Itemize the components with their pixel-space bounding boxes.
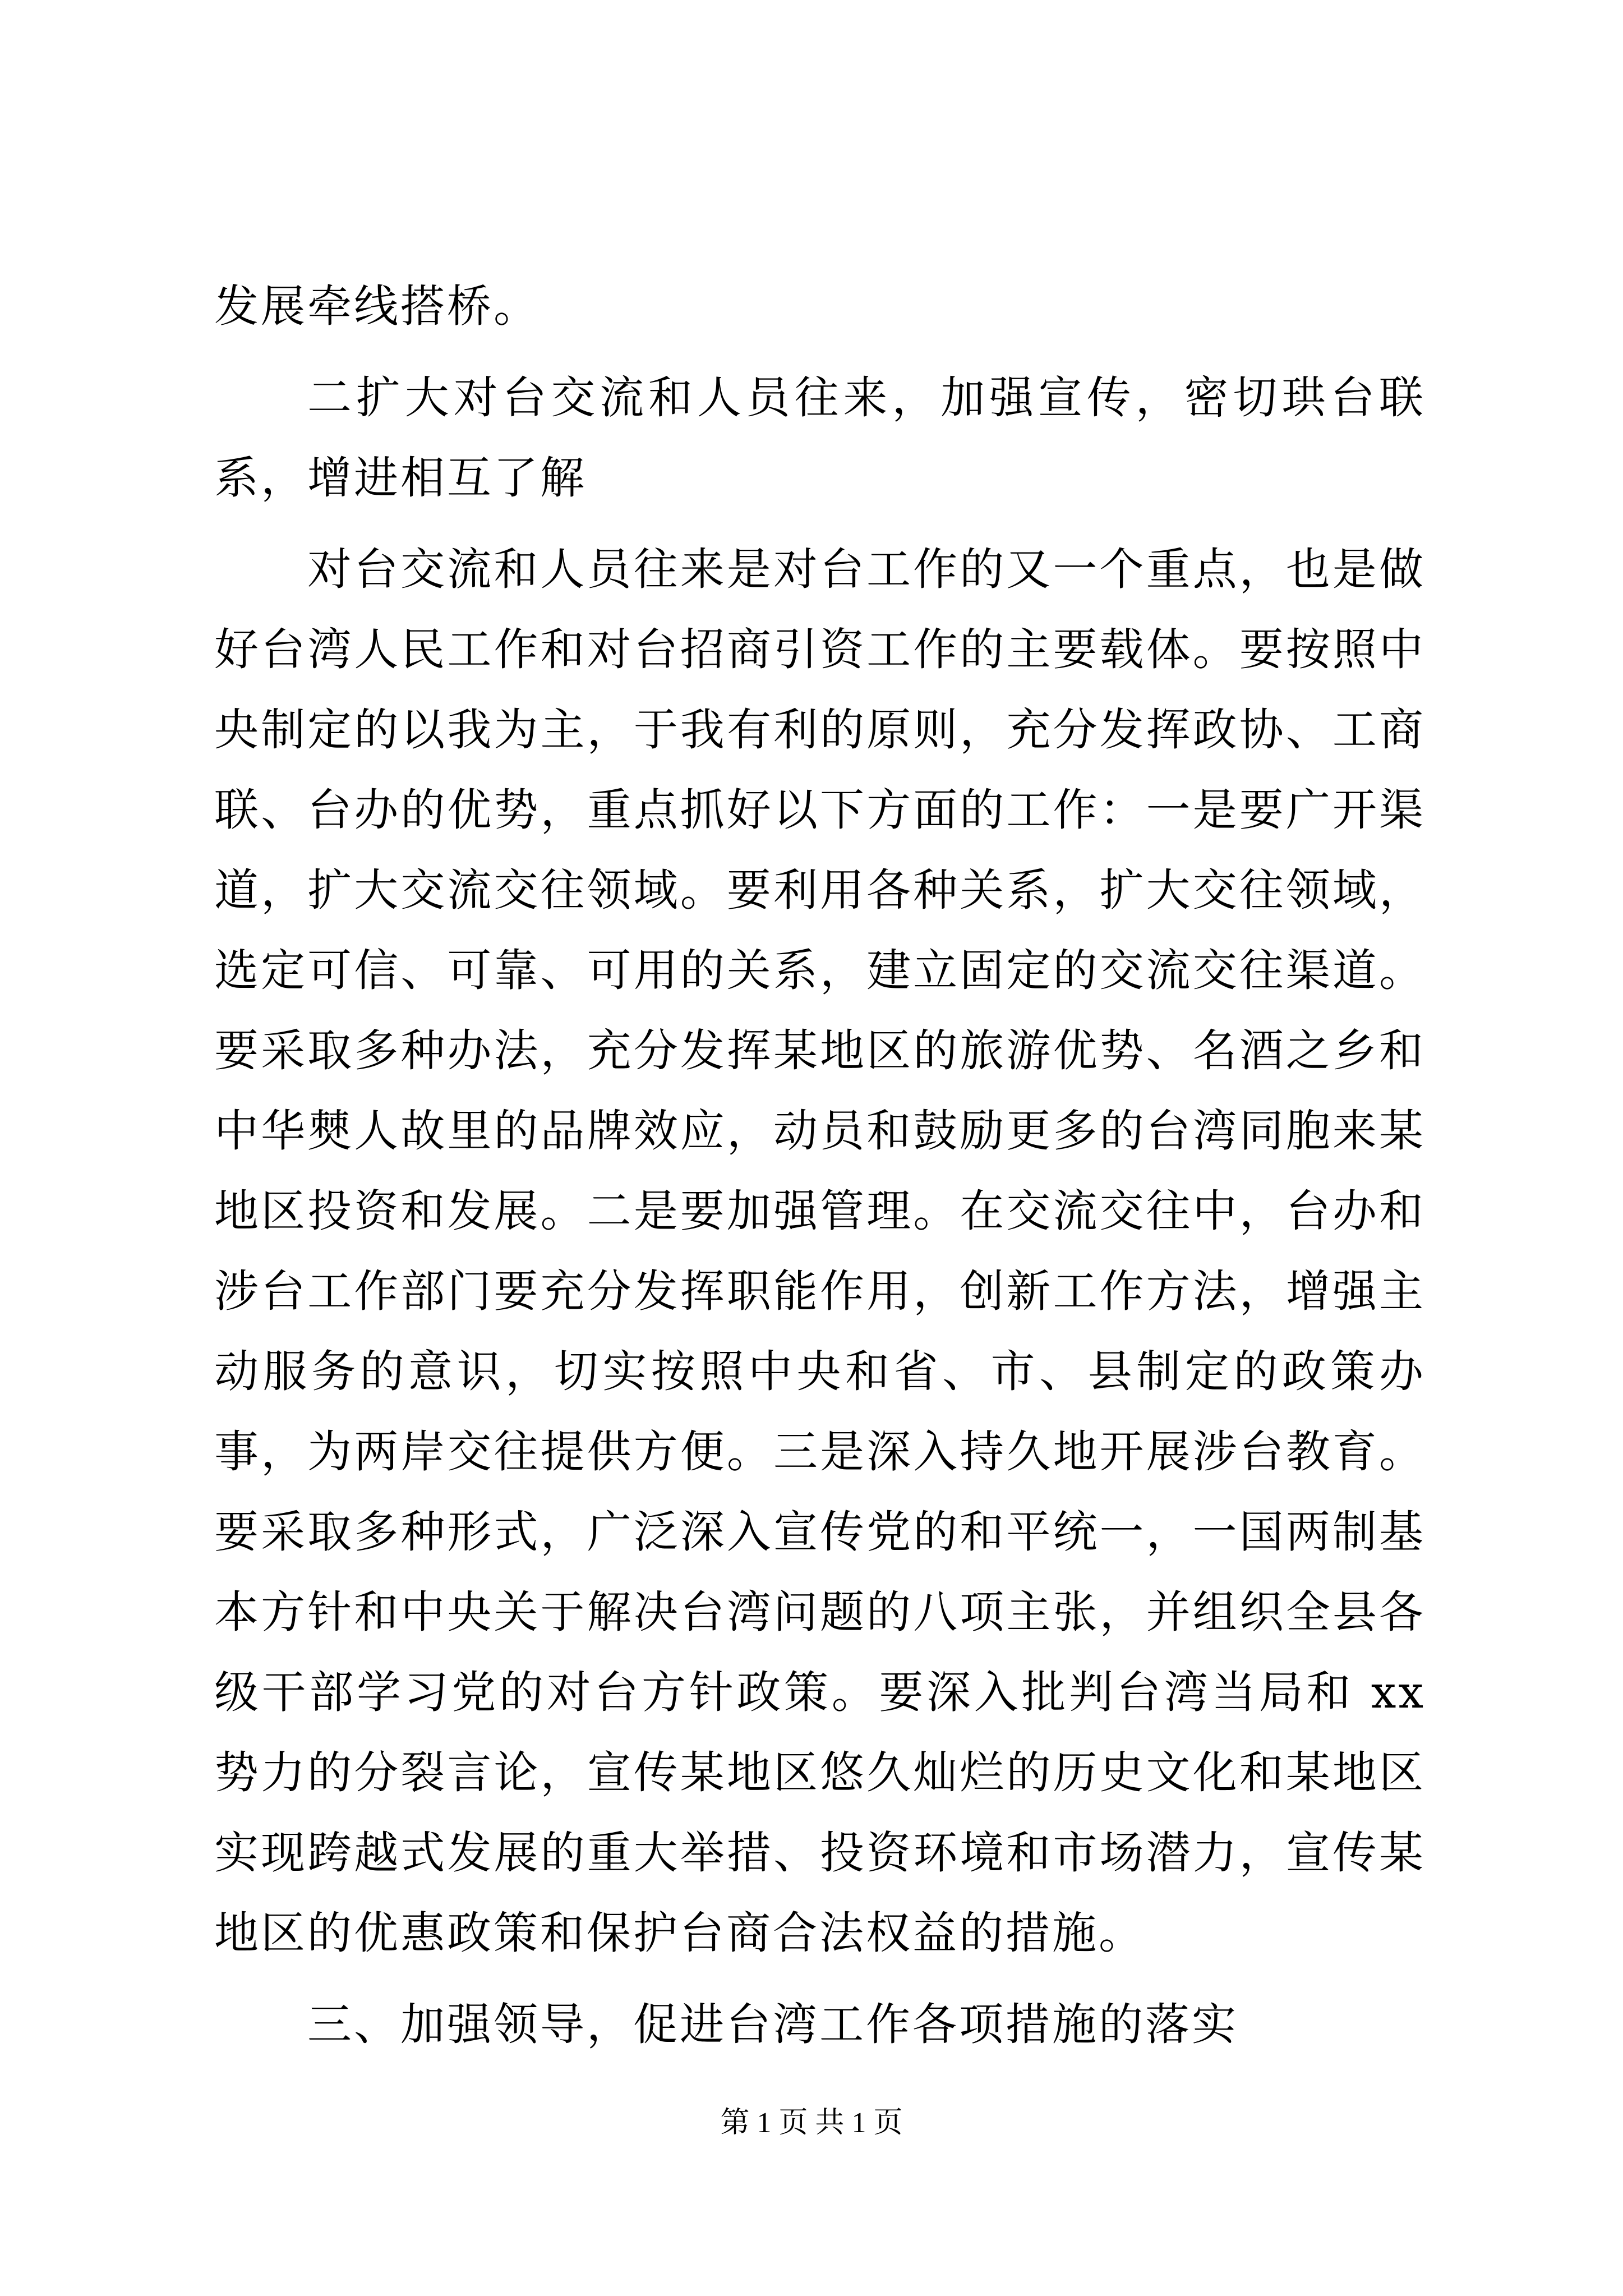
- paragraph-2-heading: 二扩大对台交流和人员往来，加强宣传，密切珙台联系，增进相互了解: [214, 372, 1426, 504]
- paragraph-1: 发展牵线搭桥。: [214, 280, 540, 332]
- paragraph-4-heading: 三、加强领导，促进台湾工作各项措施的落实: [307, 1999, 1238, 2050]
- page-footer: 第 1 页 共 1 页: [720, 2107, 903, 2139]
- document-body: [214, 266, 1426, 2065]
- paragraph-3: 对台交流和人员往来是对台工作的又一个重点，也是做好台湾人民工作和对台招商引资工作的主要载体。要按照中央制定的以我为主，于我有利的原则，充分发挥政协、工商联、台办的优势，重点抓好以下方面的工作：一是要广开渠道，扩大交流交往领域。要利用各种关系，扩大交往领域，选定可信、可靠、可用的关系，建立固定的交流交往渠道。要采取多种办法，充分发挥某地区的旅游优势、名酒之乡和中华僰人故里的品牌效应，动员和鼓励更多的台湾同胞来某地区投资和发展。二是要加强管理。在交流交往中，台办和涉台工作部门要充分发挥职能作用，创新工作方法，增强主动服务的意识，切实按照中央和省、市、县制定的政策办事，为两岸交往提供方便。三是深入持久地开展涉台教育。要采取多种形式，广泛深入宣传党的和平统一，一国两制基本方针和中央关于解决台湾问题的八项主张，并组织全县各级干部学习党的对台方针政策。要深入批判台湾当局和 xx 势力的分裂言论，宣传某地区悠久灿烂的历史文化和某地区实现跨越式发展的重大举措、投资环境和市场潜力，宣传某地区的优惠政策和保护台商合法权益的措施。: [214, 544, 1426, 1959]
